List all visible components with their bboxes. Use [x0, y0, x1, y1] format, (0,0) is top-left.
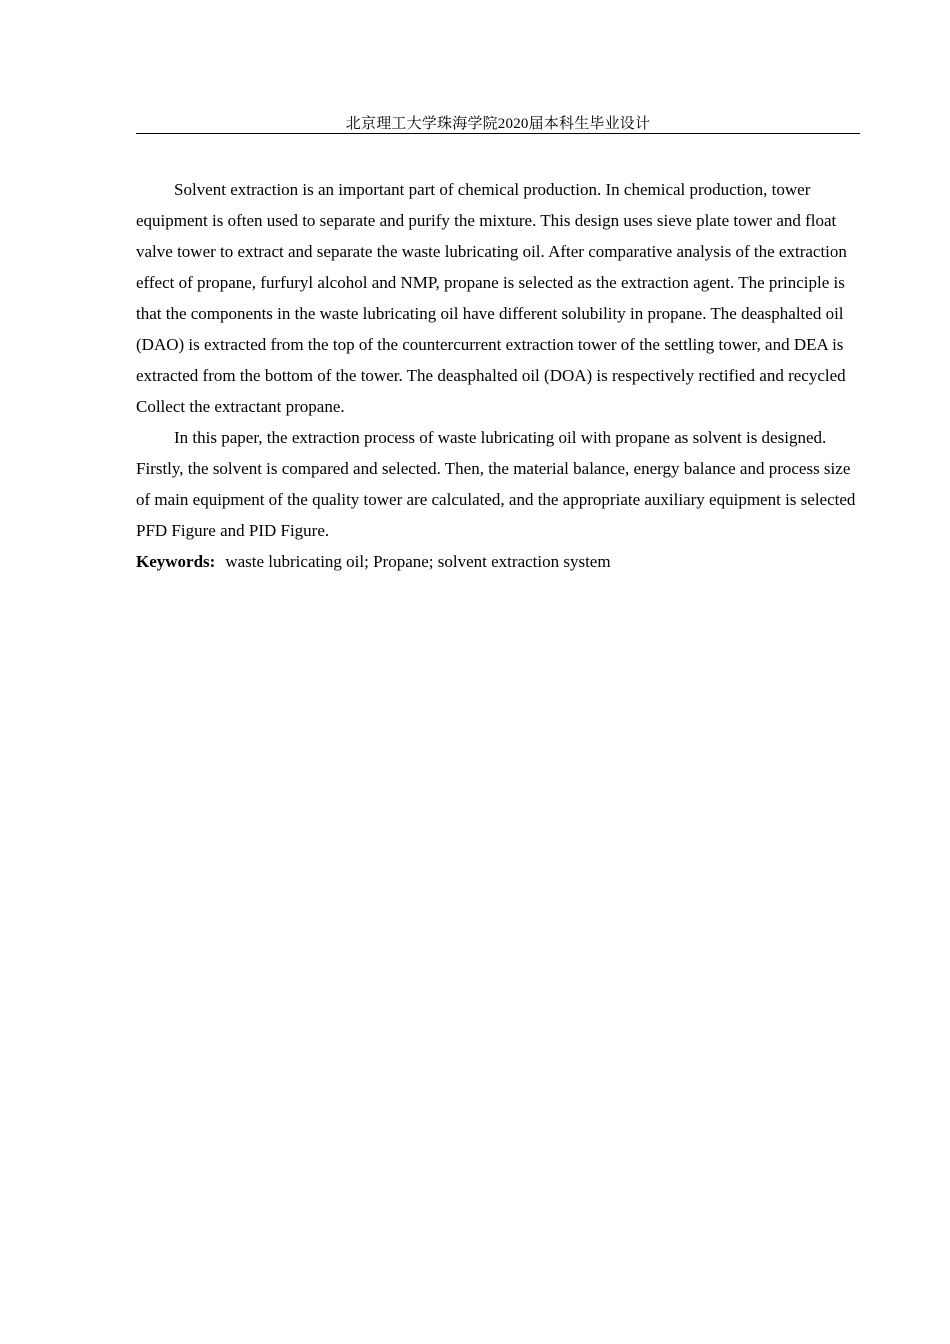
abstract-body — [136, 174, 860, 577]
keywords-label: Keywords: — [136, 552, 216, 571]
keywords-line — [136, 546, 860, 577]
running-header: 北京理工大学珠海学院2020届本科生毕业设计 — [345, 116, 651, 132]
keywords-text: waste lubricating oil; Propane; solvent extraction system — [225, 552, 611, 571]
abstract-paragraph-2: In this paper, the extraction process of waste lubricating oil with propane as solvent is designed. Firstly, the solvent is compared and selected. Then, the material balance, energy balance and process size of main equipment of the quality tower are calculated, and the appropriate auxiliary equipment is selected PFD Figure and PID Figure. — [136, 428, 856, 540]
header-rule — [136, 133, 860, 134]
abstract-paragraph-1: Solvent extraction is an important part of chemical production. In chemical production, tower equipment is often used to separate and purify the mixture. This design uses sieve plate tower and float valve tower to extract and separate the waste lubricating oil. After comparative analysis of the extraction effect of propane, furfuryl alcohol and NMP, propane is selected as the extraction agent. The principle is that the components in the waste lubricating oil have different solubility in propane. The deasphalted oil (DAO) is extracted from the top of the countercurrent extraction tower of the settling tower, and DEA is extracted from the bottom of the tower. The deasphalted oil (DOA) is respectively rectified and recycled Collect the extractant propane. — [136, 180, 847, 416]
